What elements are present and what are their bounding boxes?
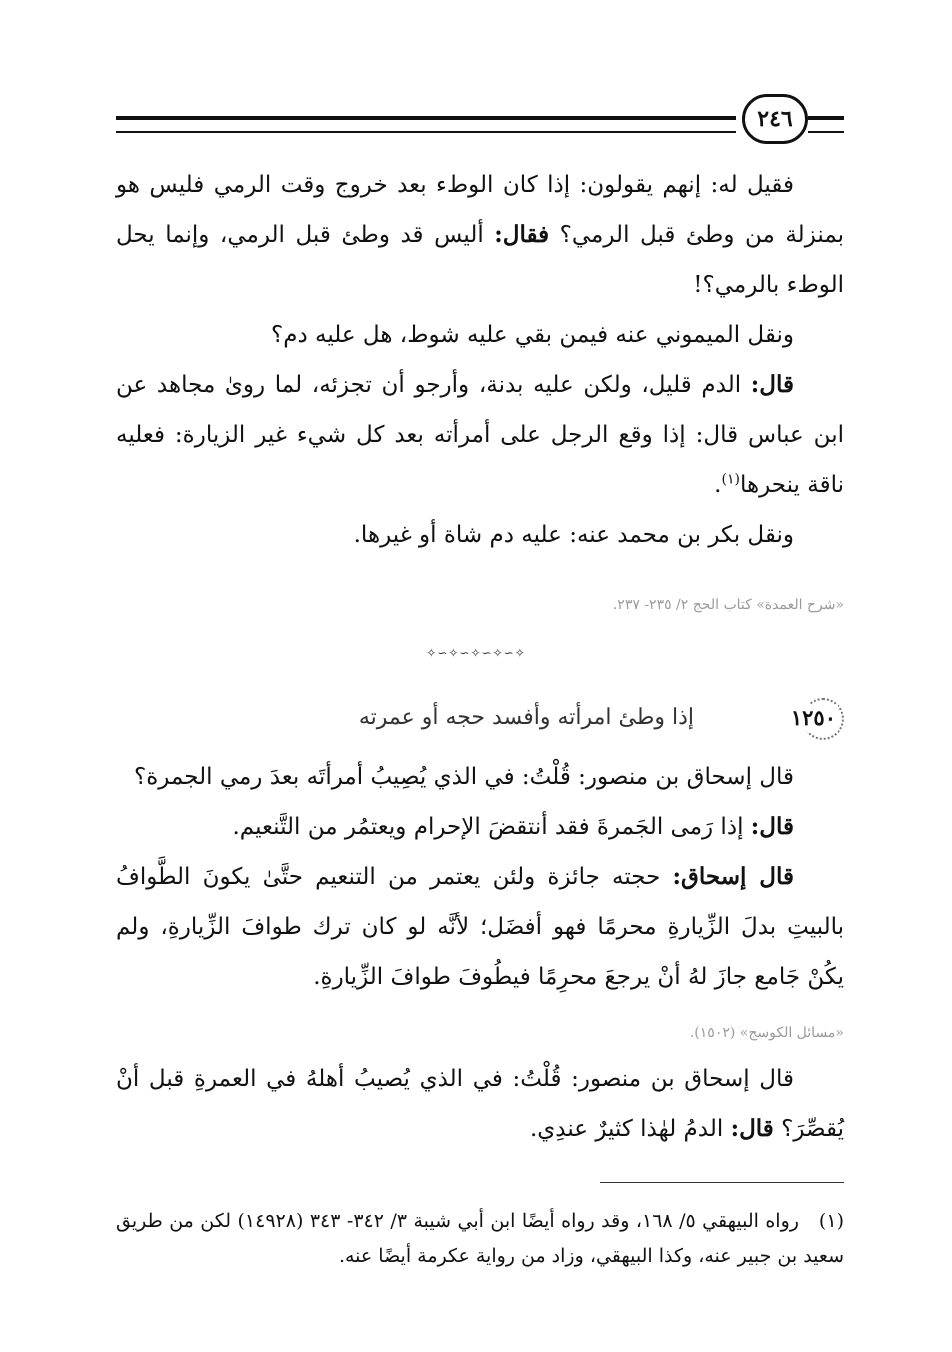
source-citation: «شرح العمدة» كتاب الحج ٢/ ٢٣٥- ٢٣٧.	[612, 597, 844, 613]
text-block-3	[116, 1054, 844, 1154]
paragraph: ونقل الميموني عنه فيمن بقي عليه شوط، هل عليه دم؟	[271, 322, 794, 348]
paragraph	[116, 360, 844, 510]
paragraph-text: أليس قد وطئ قبل الرمي، وإنما يحل الوطء بالرمي؟!	[116, 222, 844, 298]
footnote-paragraph	[116, 1204, 844, 1274]
paragraph: ونقل بكر بن محمد عنه: عليه دم شاة أو غيرها.	[353, 522, 794, 548]
footnote-separator	[600, 1182, 844, 1183]
paragraph	[116, 802, 844, 852]
paragraph	[116, 160, 844, 310]
divider-ornament: ✧∽✧∽✧∽✧∽✧	[426, 646, 526, 660]
speaker-label: قال:	[750, 371, 795, 398]
source-citation: «مسائل الكوسج» (١٥٠٢).	[689, 1025, 844, 1041]
paragraph	[116, 1054, 844, 1154]
text-block-2	[116, 752, 844, 1002]
paragraph-text: الدم قليل، ولكن عليه بدنة، وأرجو أن تجزئه، لما روىٰ مجاهد عن ابن عباس قال: إذا وقع الرجل على أمرأته بعد كل شيء غير الزيارة: فعليه ناقة ينحرها	[116, 372, 844, 498]
footnote-reference[interactable]: (١)	[721, 471, 740, 488]
paragraph: قال إسحاق بن منصور: قُلْتُ: في الذي يُصِيبُ أمرأتَه بعدَ رمي الجمرة؟	[134, 764, 794, 790]
punctuation: .	[714, 472, 722, 498]
text-block-1	[116, 160, 844, 560]
header-rule	[116, 116, 736, 133]
footnote-text: رواه البيهقي ٥/ ١٦٨، وقد رواه أيضًا ابن أبي شيبة ٣/ ٣٤٢- ٣٤٣ (١٤٩٢٨) لكن من طريق سعيد بن جبير عنه، وكذا البيهقي، وزاد من رواية عكرمة أيضًا عنه.	[116, 1210, 844, 1267]
page-number: ٢٤٦	[742, 94, 808, 144]
paragraph-text: فقيل له: إنهم يقولون: إذا كان الوطء بعد خروج وقت الرمي فليس هو بمنزلة من وطئ قبل الرمي؟	[116, 172, 845, 248]
speaker-label: قال إسحاق:	[672, 863, 794, 890]
section-title: إذا وطئ امرأته وأفسد حجه أو عمرته	[358, 705, 694, 730]
paragraph	[116, 852, 844, 1002]
paragraph-text: إذا رَمى الجَمرةَ فقد أنتقضَ الإحرام ويعتمُر من التَّنعيم.	[232, 814, 744, 840]
section-number: ١٢٥٠	[790, 705, 836, 730]
footnote	[116, 1204, 844, 1274]
speaker-label: فقال:	[494, 221, 550, 248]
paragraph-text: حجته جائزة ولئن يعتمر من التنعيم حتَّىٰ يكونَ الطَّوافُ بالبيتِ بدلَ الزِّيارةِ محرمًا فهو أفضَل؛ لأنَّه لو كان ترك طوافَ الزِّيارةِ، ولم يكُنْ جَامع جازَ لهُ أنْ يرجعَ محرِمًا فيطُوفَ طوافَ الزِّيارةِ.	[116, 864, 844, 990]
paragraph-text: قال إسحاق بن منصور: قُلْتُ: في الذي يُصيبُ أهلهُ في العمرةِ قبل أنْ يُقصِّرَ؟	[116, 1066, 844, 1142]
footnote-marker: (١)	[818, 1210, 844, 1232]
paragraph-text: الدمُ لهٰذا كثيرٌ عندِي.	[529, 1116, 724, 1142]
header-rule-end	[808, 116, 844, 133]
speaker-label: قال:	[750, 813, 794, 840]
speaker-label: قال:	[730, 1115, 774, 1142]
section-heading	[116, 694, 844, 744]
